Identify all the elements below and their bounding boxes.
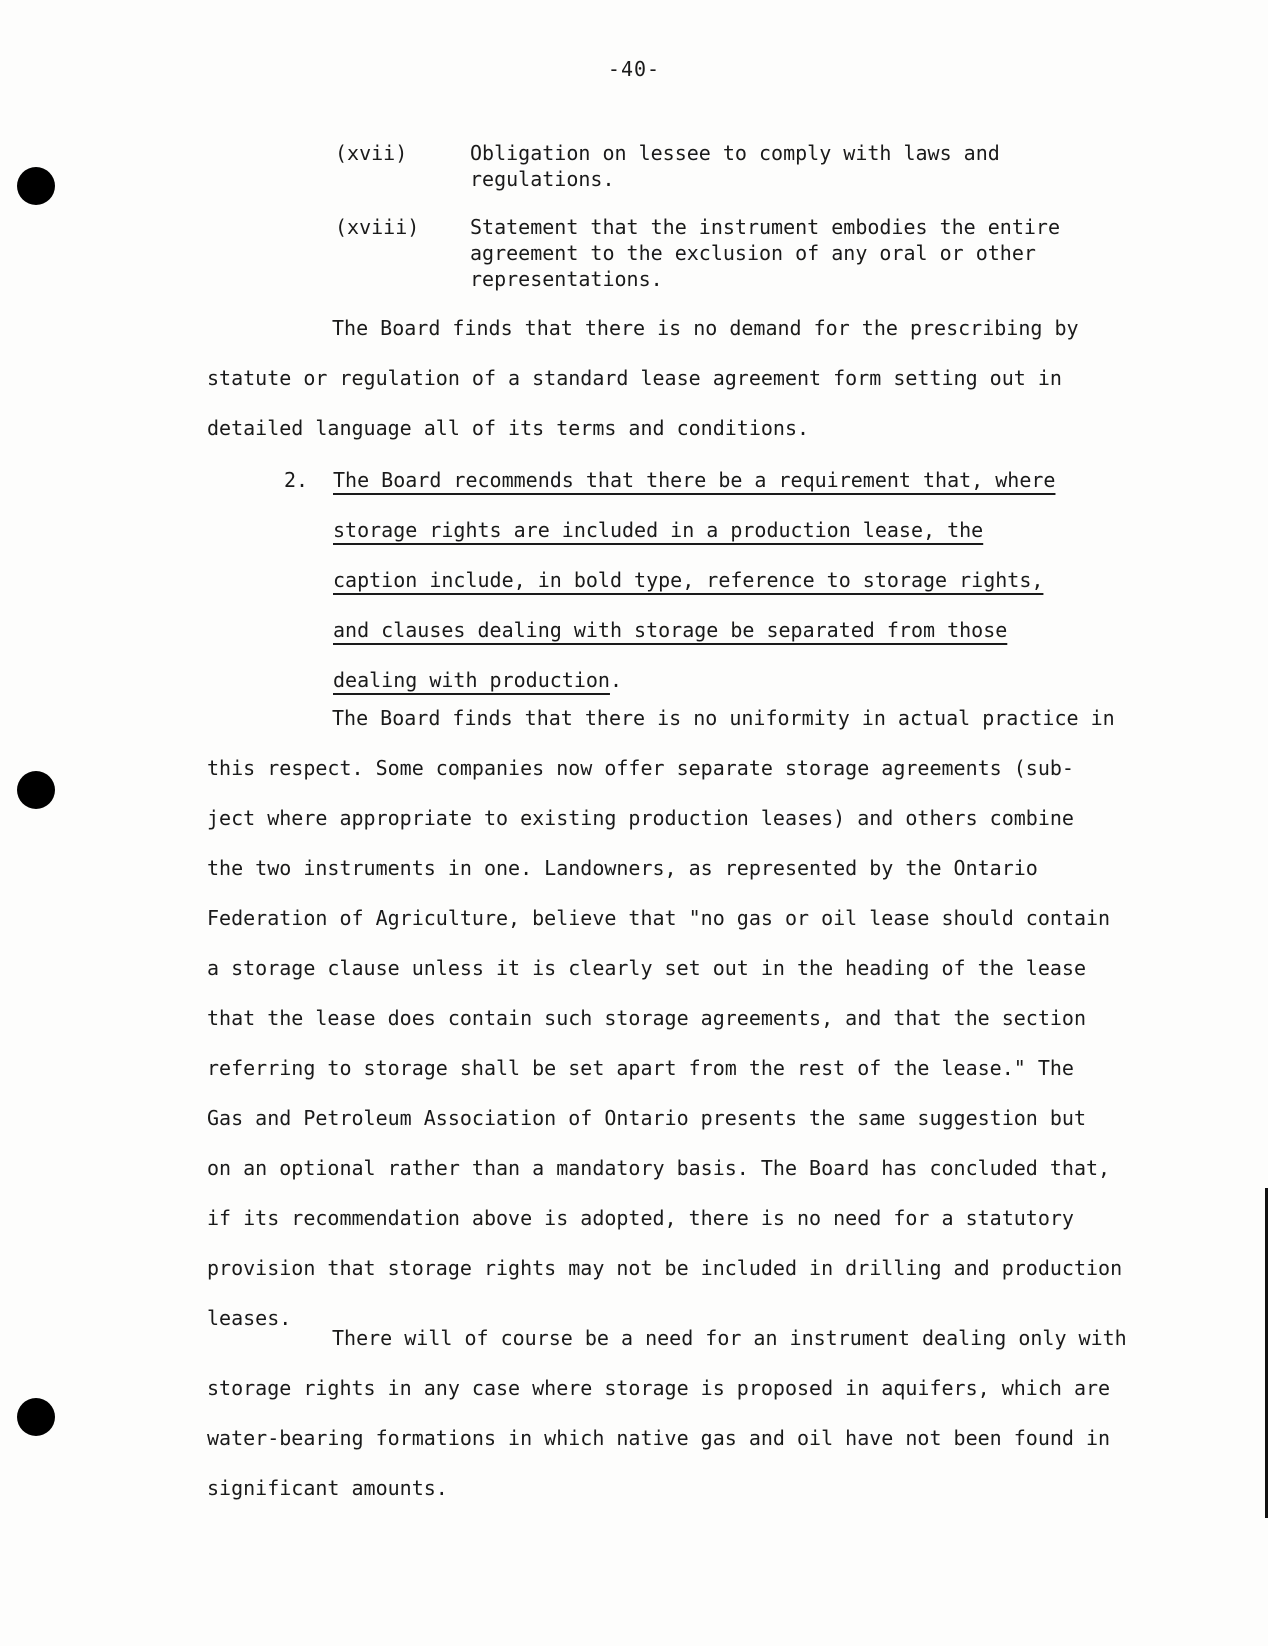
page-number: -40- xyxy=(607,57,661,81)
recommendation-number: 2. xyxy=(284,468,309,492)
punch-hole-bottom xyxy=(17,1398,55,1436)
punch-hole-top xyxy=(17,167,55,205)
paragraph-uniformity: The Board finds that there is no uniformity in actual practice in this respect. Some companies now offer separate storage agreements (sub- ject where appropriate to existing production leases) and others combine the two instruments in one. Landowners, as represented by the Ontario Federation of Agriculture, believe that "no gas or oil lease should contain a storage clause unless it is clearly set out in the heading of the lease that the lease does contain such storage agreements, and that the section referring to storage shall be set apart from the rest of the lease." The Gas and Petroleum Association of Ontario presents the same suggestion but on an optional rather than a mandatory basis. The Board has concluded that, if its recommendation above is adopted, there is no need for a statutory provision that storage rights may not be included in drilling and production leases. xyxy=(207,706,1123,1330)
list-item-text: Obligation on lessee to comply with laws and regulations. xyxy=(470,141,1000,191)
paragraph-aquifers: There will of course be a need for an instrument dealing only with storage rights in any case where storage is proposed in aquifers, which are water-bearing formations in which native gas and oil have not been found in significant amounts. xyxy=(207,1326,1127,1500)
punch-hole-middle xyxy=(17,771,55,809)
list-item-label: (xviii) xyxy=(335,215,420,239)
recommendation-text: The Board recommends that there be a requirement that, where storage rights are included in a production lease, the caption include, in bold type, reference to storage rights, and clauses dealing with storage be separated from those dealing with production. xyxy=(333,468,1056,692)
list-item-label: (xvii) xyxy=(335,141,408,165)
list-item-text: Statement that the instrument embodies the entire agreement to the exclusion of any oral or other representations. xyxy=(470,215,1061,291)
paragraph-no-demand: The Board finds that there is no demand for the prescribing by statute or regulation of a standard lease agreement form setting out in detailed language all of its terms and conditions. xyxy=(207,316,1079,440)
